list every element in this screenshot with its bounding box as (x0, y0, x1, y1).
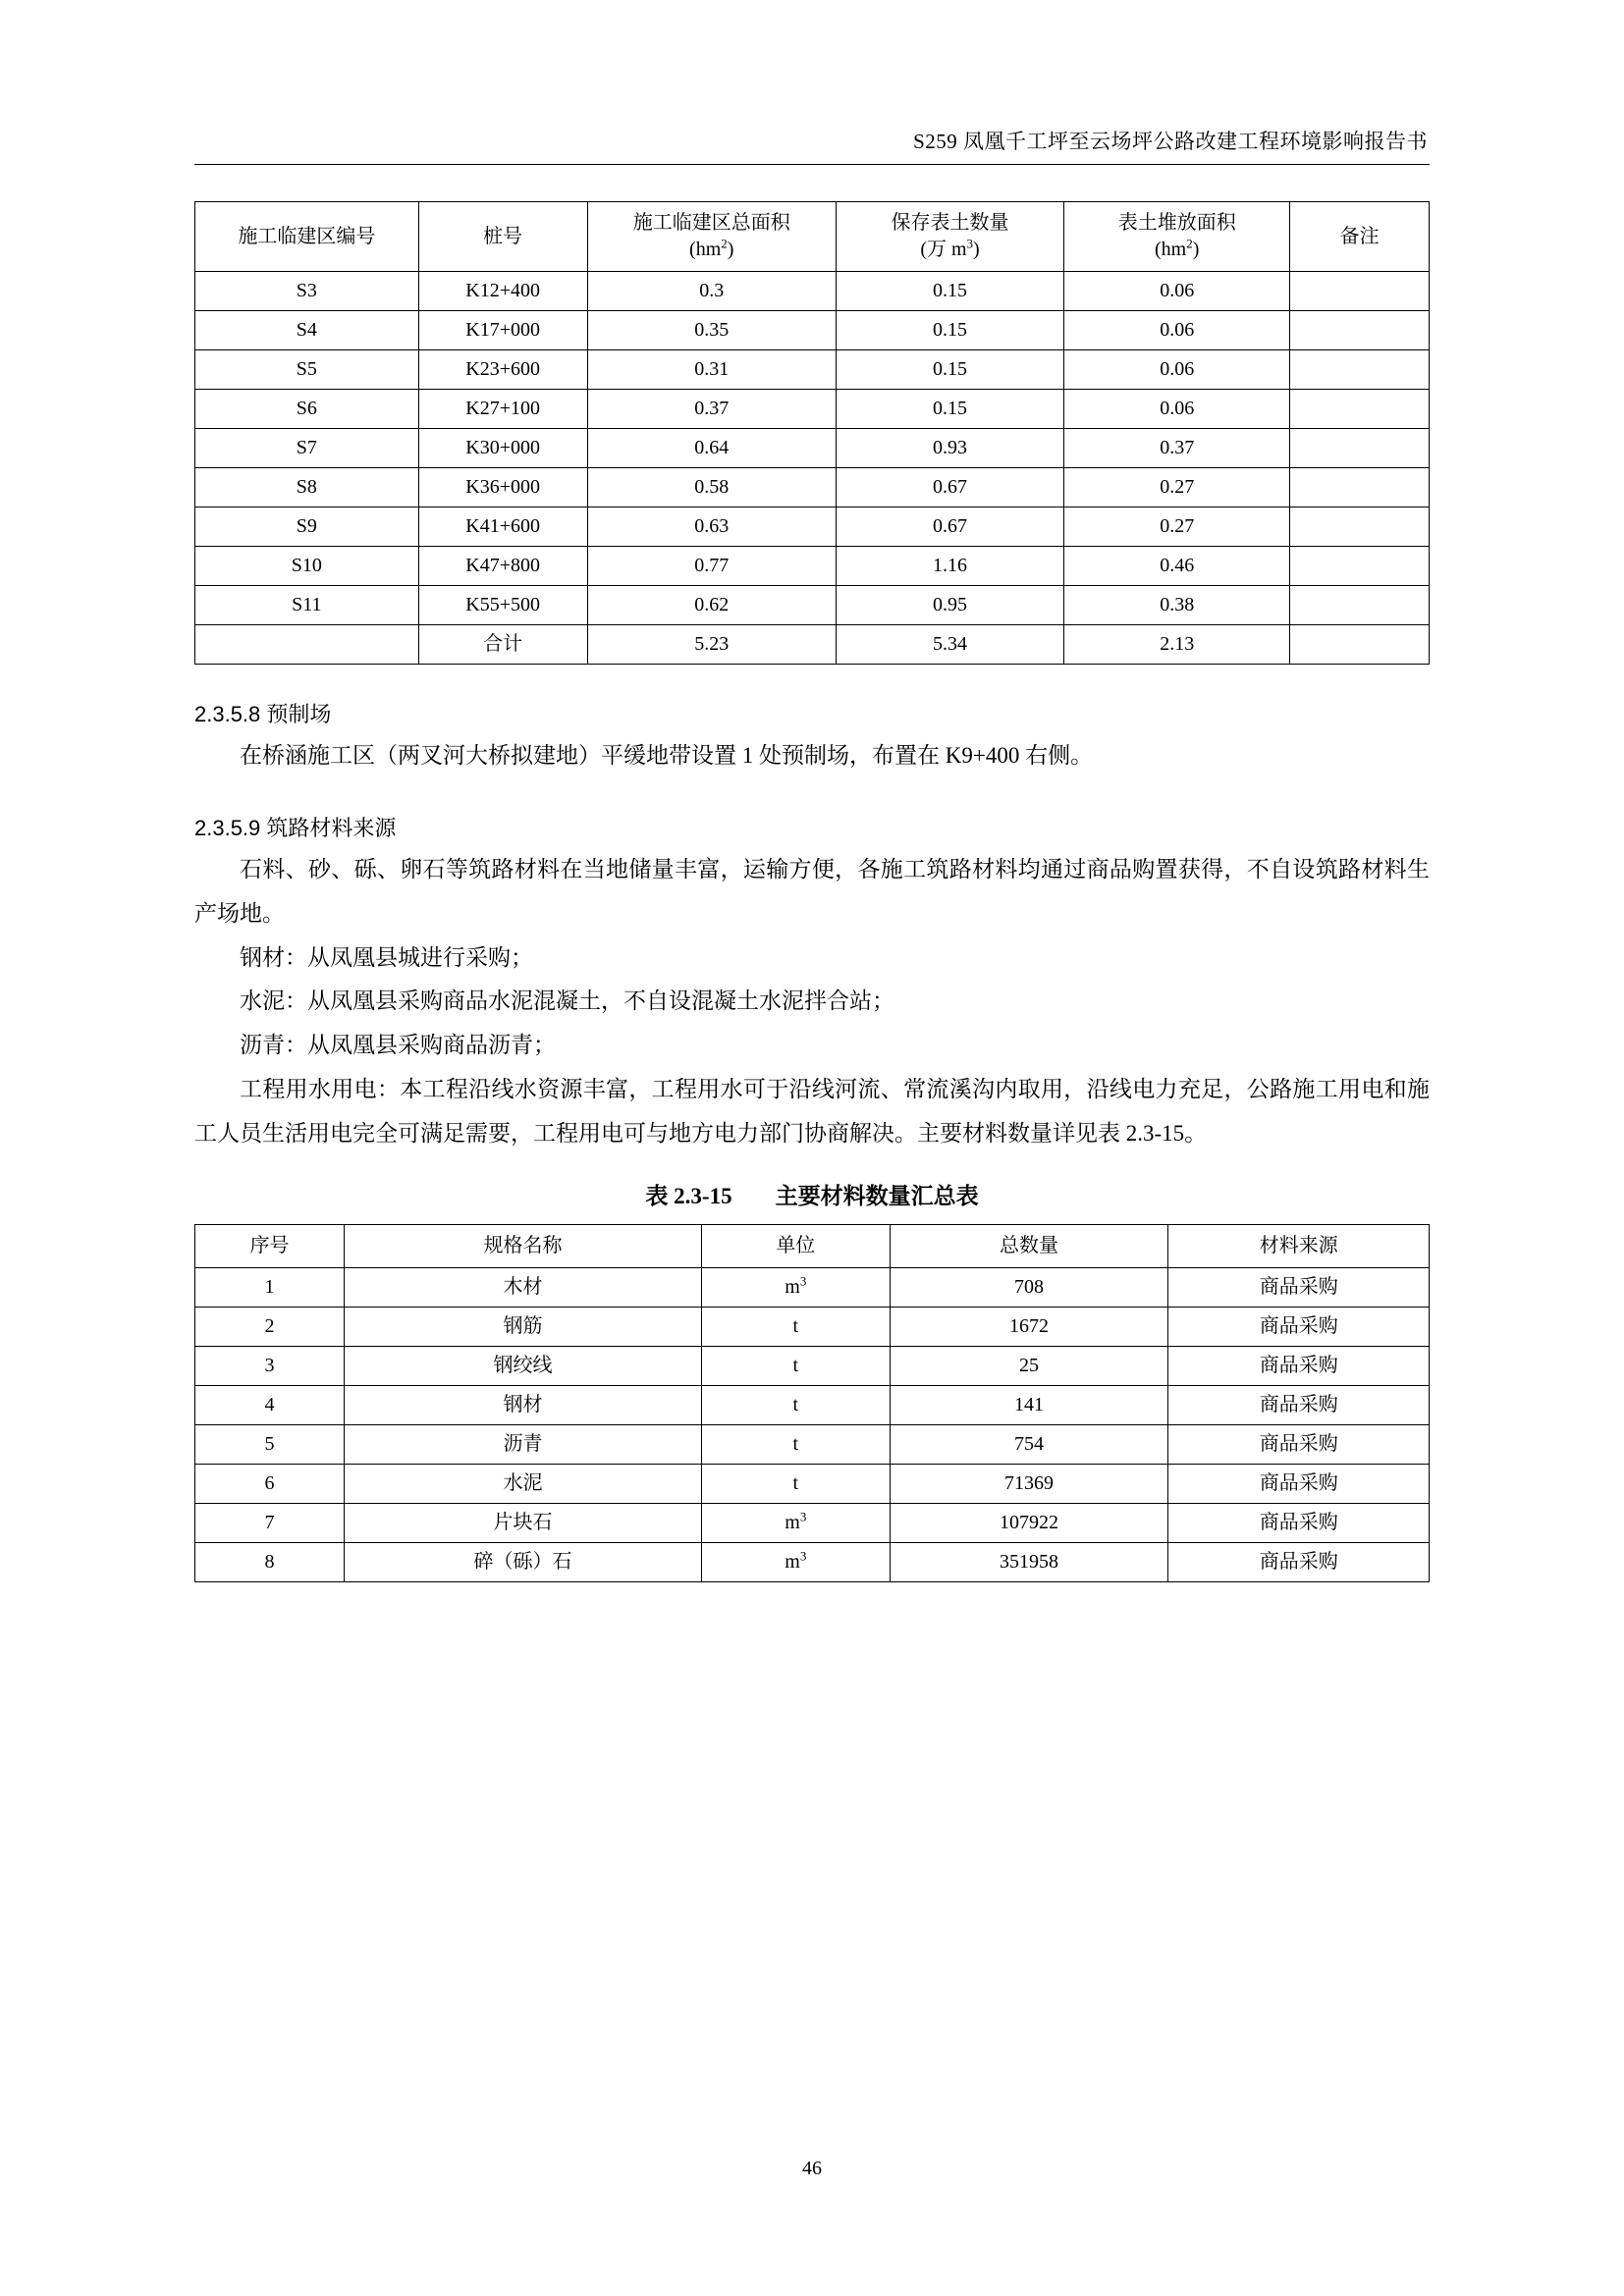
unit-text: t (792, 1354, 799, 1376)
table-row (195, 429, 1430, 468)
cell-topsoil-volume: 0.67 (836, 507, 1063, 547)
cell-total-label: 合计 (418, 625, 587, 665)
paragraph: 沥青：从凤凰县采购商品沥青； (240, 1033, 556, 1058)
paragraph: 石料、砂、砾、卵石等筑路材料在当地储量丰富，运输方便，各施工筑路材料均通过商品购置获得，不自设筑路材料生产场地。 (194, 856, 1430, 926)
table-main-materials (194, 1224, 1430, 1582)
unit-text: m (785, 1275, 800, 1298)
cell-topsoil-area: 0.06 (1064, 350, 1290, 390)
cell-area-id: S5 (195, 350, 419, 390)
cell-area-id: S6 (195, 390, 419, 429)
cell-total-area: 0.58 (587, 468, 836, 507)
cell-remark (1290, 625, 1430, 665)
cell-total-area: 0.37 (587, 390, 836, 429)
unit-text: t (792, 1471, 799, 1494)
cell-remark (1290, 390, 1430, 429)
paragraph: 在桥涵施工区（两叉河大桥拟建地）平缓地带设置 1 处预制场，布置在 K9+400 右侧。 (240, 743, 1094, 768)
cell-topsoil-area: 0.27 (1064, 507, 1290, 547)
cell-area-id: S4 (195, 311, 419, 350)
table-header-cell: 施工临建区总面积 $(hm^2)$ (587, 202, 836, 272)
table-header-cell: 总数量 (890, 1224, 1168, 1267)
table-row (195, 1424, 1430, 1464)
cell-total-area: 0.63 (587, 507, 836, 547)
cell-topsoil-volume: 0.95 (836, 586, 1063, 625)
cell-unit (702, 1346, 890, 1385)
cell-stake-no: K47+800 (418, 547, 587, 586)
cell-unit (702, 1542, 890, 1581)
header-unit-sup: 3 (966, 236, 974, 251)
cell-topsoil-volume: 5.34 (836, 625, 1063, 665)
cell-topsoil-area: 0.06 (1064, 390, 1290, 429)
unit-text: m (785, 1511, 800, 1533)
page-content (194, 201, 1430, 1582)
cell-total-area: 0.35 (587, 311, 836, 350)
cell-source: 商品采购 (1168, 1542, 1430, 1581)
cell-material-name: 钢筋 (344, 1307, 701, 1346)
unit-sup: 3 (799, 1509, 807, 1524)
table-row (195, 1385, 1430, 1424)
cell-topsoil-volume: 0.93 (836, 429, 1063, 468)
table-row (195, 311, 1430, 350)
cell-stake-no: K23+600 (418, 350, 587, 390)
cell-remark (1290, 311, 1430, 350)
cell-topsoil-volume: 0.15 (836, 311, 1063, 350)
cell-topsoil-area: 2.13 (1064, 625, 1290, 665)
table-header-cell: 保存表土数量 (万 $m^3$) (836, 202, 1063, 272)
header-label: 桩号 (483, 225, 523, 247)
cell-stake-no: K17+000 (418, 311, 587, 350)
cell-remark (1290, 429, 1430, 468)
cell-topsoil-area: 0.06 (1064, 311, 1290, 350)
cell-topsoil-area: 0.27 (1064, 468, 1290, 507)
cell-topsoil-area: 0.38 (1064, 586, 1290, 625)
table-header-row (195, 1224, 1430, 1267)
cell-material-name: 钢材 (344, 1385, 701, 1424)
cell-area-id: S10 (195, 547, 419, 586)
table-header-cell (418, 202, 587, 272)
table-header-cell: 表土堆放面积 $(hm^2)$ (1064, 202, 1290, 272)
table-row (195, 468, 1430, 507)
unit-text: t (792, 1314, 799, 1337)
table-row (195, 350, 1430, 390)
cell-material-name: 钢绞线 (344, 1346, 701, 1385)
cell-remark (1290, 468, 1430, 507)
header-label: 备注 (1339, 225, 1380, 247)
table-row (195, 507, 1430, 547)
cell-total-area: 5.23 (587, 625, 836, 665)
cell-stake-no: K30+000 (418, 429, 587, 468)
table-construction-temp-areas (194, 201, 1430, 665)
header-unit-sup: 2 (721, 236, 728, 251)
table-row (195, 390, 1430, 429)
cell-stake-no: K55+500 (418, 586, 587, 625)
paragraph: 工程用水用电：本工程沿线水资源丰富，工程用水可于沿线河流、常流溪沟内取用，沿线电力充足，公路施工用电和施工人员生活用电完全可满足需要，工程用电可与地方电力部门协商解决。主要材料数量详见表 2.3-15。 (194, 1077, 1430, 1146)
cell-remark (1290, 586, 1430, 625)
table-row (195, 272, 1430, 311)
cell-total-area: 0.31 (587, 350, 836, 390)
header-label: 表土堆放面积 (1117, 212, 1236, 234)
table-row (195, 1267, 1430, 1307)
section-material-sources (194, 812, 1430, 842)
cell-area-id: S7 (195, 429, 419, 468)
cell-index: 6 (195, 1464, 345, 1503)
table-header-cell: 单位 (702, 1224, 890, 1267)
cell-source: 商品采购 (1168, 1267, 1430, 1307)
cell-index: 5 (195, 1424, 345, 1464)
cell-quantity: 754 (890, 1424, 1168, 1464)
cell-area-id: S9 (195, 507, 419, 547)
table-header-cell: 材料来源 (1168, 1224, 1430, 1267)
page-header: S259 凤凰千工坪至云场坪公路改建工程环境影响报告书 (913, 130, 1428, 153)
cell-unit (702, 1267, 890, 1307)
header-unit: (万 m (920, 239, 967, 260)
cell-area-id (195, 625, 419, 665)
cell-remark (1290, 507, 1430, 547)
table-header-cell (195, 202, 419, 272)
header-unit: (hm (689, 239, 722, 260)
cell-quantity: 351958 (890, 1542, 1168, 1581)
cell-unit (702, 1424, 890, 1464)
table-row (195, 1503, 1430, 1542)
table-header-cell (1290, 202, 1430, 272)
cell-area-id: S11 (195, 586, 419, 625)
cell-topsoil-area: 0.37 (1064, 429, 1290, 468)
section-prefab-yard (194, 698, 1430, 728)
paragraph: 钢材：从凤凰县城进行采购； (240, 944, 533, 970)
cell-stake-no: K36+000 (418, 468, 587, 507)
cell-topsoil-area: 0.46 (1064, 547, 1290, 586)
section-heading: 2.3.5.8 预制场 (194, 702, 332, 726)
table-header-cell: 规格名称 (344, 1224, 701, 1267)
header-label: 施工临建区总面积 (632, 212, 790, 234)
cell-total-area: 0.62 (587, 586, 836, 625)
table-total-row (195, 625, 1430, 665)
unit-text: t (792, 1393, 799, 1415)
cell-topsoil-volume: 0.15 (836, 390, 1063, 429)
cell-index: 1 (195, 1267, 345, 1307)
cell-unit (702, 1503, 890, 1542)
cell-unit (702, 1385, 890, 1424)
unit-sup: 3 (799, 1273, 807, 1289)
cell-quantity: 107922 (890, 1503, 1168, 1542)
cell-material-name: 片块石 (344, 1503, 701, 1542)
table-row (195, 1464, 1430, 1503)
cell-index: 4 (195, 1385, 345, 1424)
cell-area-id: S8 (195, 468, 419, 507)
cell-stake-no: K27+100 (418, 390, 587, 429)
cell-total-area: 0.64 (587, 429, 836, 468)
cell-remark (1290, 272, 1430, 311)
cell-source: 商品采购 (1168, 1346, 1430, 1385)
cell-unit (702, 1307, 890, 1346)
cell-source: 商品采购 (1168, 1385, 1430, 1424)
cell-stake-no: K12+400 (418, 272, 587, 311)
header-label: 施工临建区编号 (238, 225, 376, 247)
cell-topsoil-volume: 1.16 (836, 547, 1063, 586)
cell-source: 商品采购 (1168, 1307, 1430, 1346)
cell-quantity: 1672 (890, 1307, 1168, 1346)
cell-unit (702, 1464, 890, 1503)
unit-text: m (785, 1550, 800, 1573)
cell-total-area: 0.3 (587, 272, 836, 311)
cell-material-name: 水泥 (344, 1464, 701, 1503)
cell-material-name: 木材 (344, 1267, 701, 1307)
cell-topsoil-volume: 0.67 (836, 468, 1063, 507)
header-divider (194, 164, 1430, 165)
cell-quantity: 25 (890, 1346, 1168, 1385)
table-header-row (195, 202, 1430, 272)
cell-remark (1290, 350, 1430, 390)
cell-stake-no: K41+600 (418, 507, 587, 547)
header-label: 保存表土数量 (891, 212, 1009, 234)
cell-index: 3 (195, 1346, 345, 1385)
table-caption (194, 1178, 1430, 1210)
paragraph: 水泥：从凤凰县采购商品水泥混凝土，不自设混凝土水泥拌合站； (240, 988, 894, 1014)
unit-sup: 3 (799, 1548, 807, 1564)
table-caption-title: 主要材料数量汇总表 (775, 1182, 979, 1208)
unit-text: t (792, 1432, 799, 1455)
cell-source: 商品采购 (1168, 1464, 1430, 1503)
cell-area-id: S3 (195, 272, 419, 311)
cell-topsoil-volume: 0.15 (836, 272, 1063, 311)
cell-material-name: 沥青 (344, 1424, 701, 1464)
cell-quantity: 141 (890, 1385, 1168, 1424)
table-header-cell: 序号 (195, 1224, 345, 1267)
table-row (195, 547, 1430, 586)
cell-index: 2 (195, 1307, 345, 1346)
cell-topsoil-volume: 0.15 (836, 350, 1063, 390)
cell-source: 商品采购 (1168, 1503, 1430, 1542)
page-number: 46 (802, 2158, 822, 2179)
cell-index: 7 (195, 1503, 345, 1542)
section-heading: 2.3.5.9 筑路材料来源 (194, 815, 397, 840)
cell-source: 商品采购 (1168, 1424, 1430, 1464)
cell-quantity: 71369 (890, 1464, 1168, 1503)
cell-total-area: 0.77 (587, 547, 836, 586)
cell-topsoil-area: 0.06 (1064, 272, 1290, 311)
table-caption-number: 表 2.3-15 (645, 1183, 732, 1208)
cell-index: 8 (195, 1542, 345, 1581)
table-row (195, 586, 1430, 625)
table-row (195, 1346, 1430, 1385)
header-unit-sup: 2 (1186, 236, 1193, 251)
cell-material-name: 碎（砾）石 (344, 1542, 701, 1581)
cell-quantity: 708 (890, 1267, 1168, 1307)
table-row (195, 1307, 1430, 1346)
table-row (195, 1542, 1430, 1581)
cell-remark (1290, 547, 1430, 586)
header-unit: (hm (1155, 239, 1187, 260)
